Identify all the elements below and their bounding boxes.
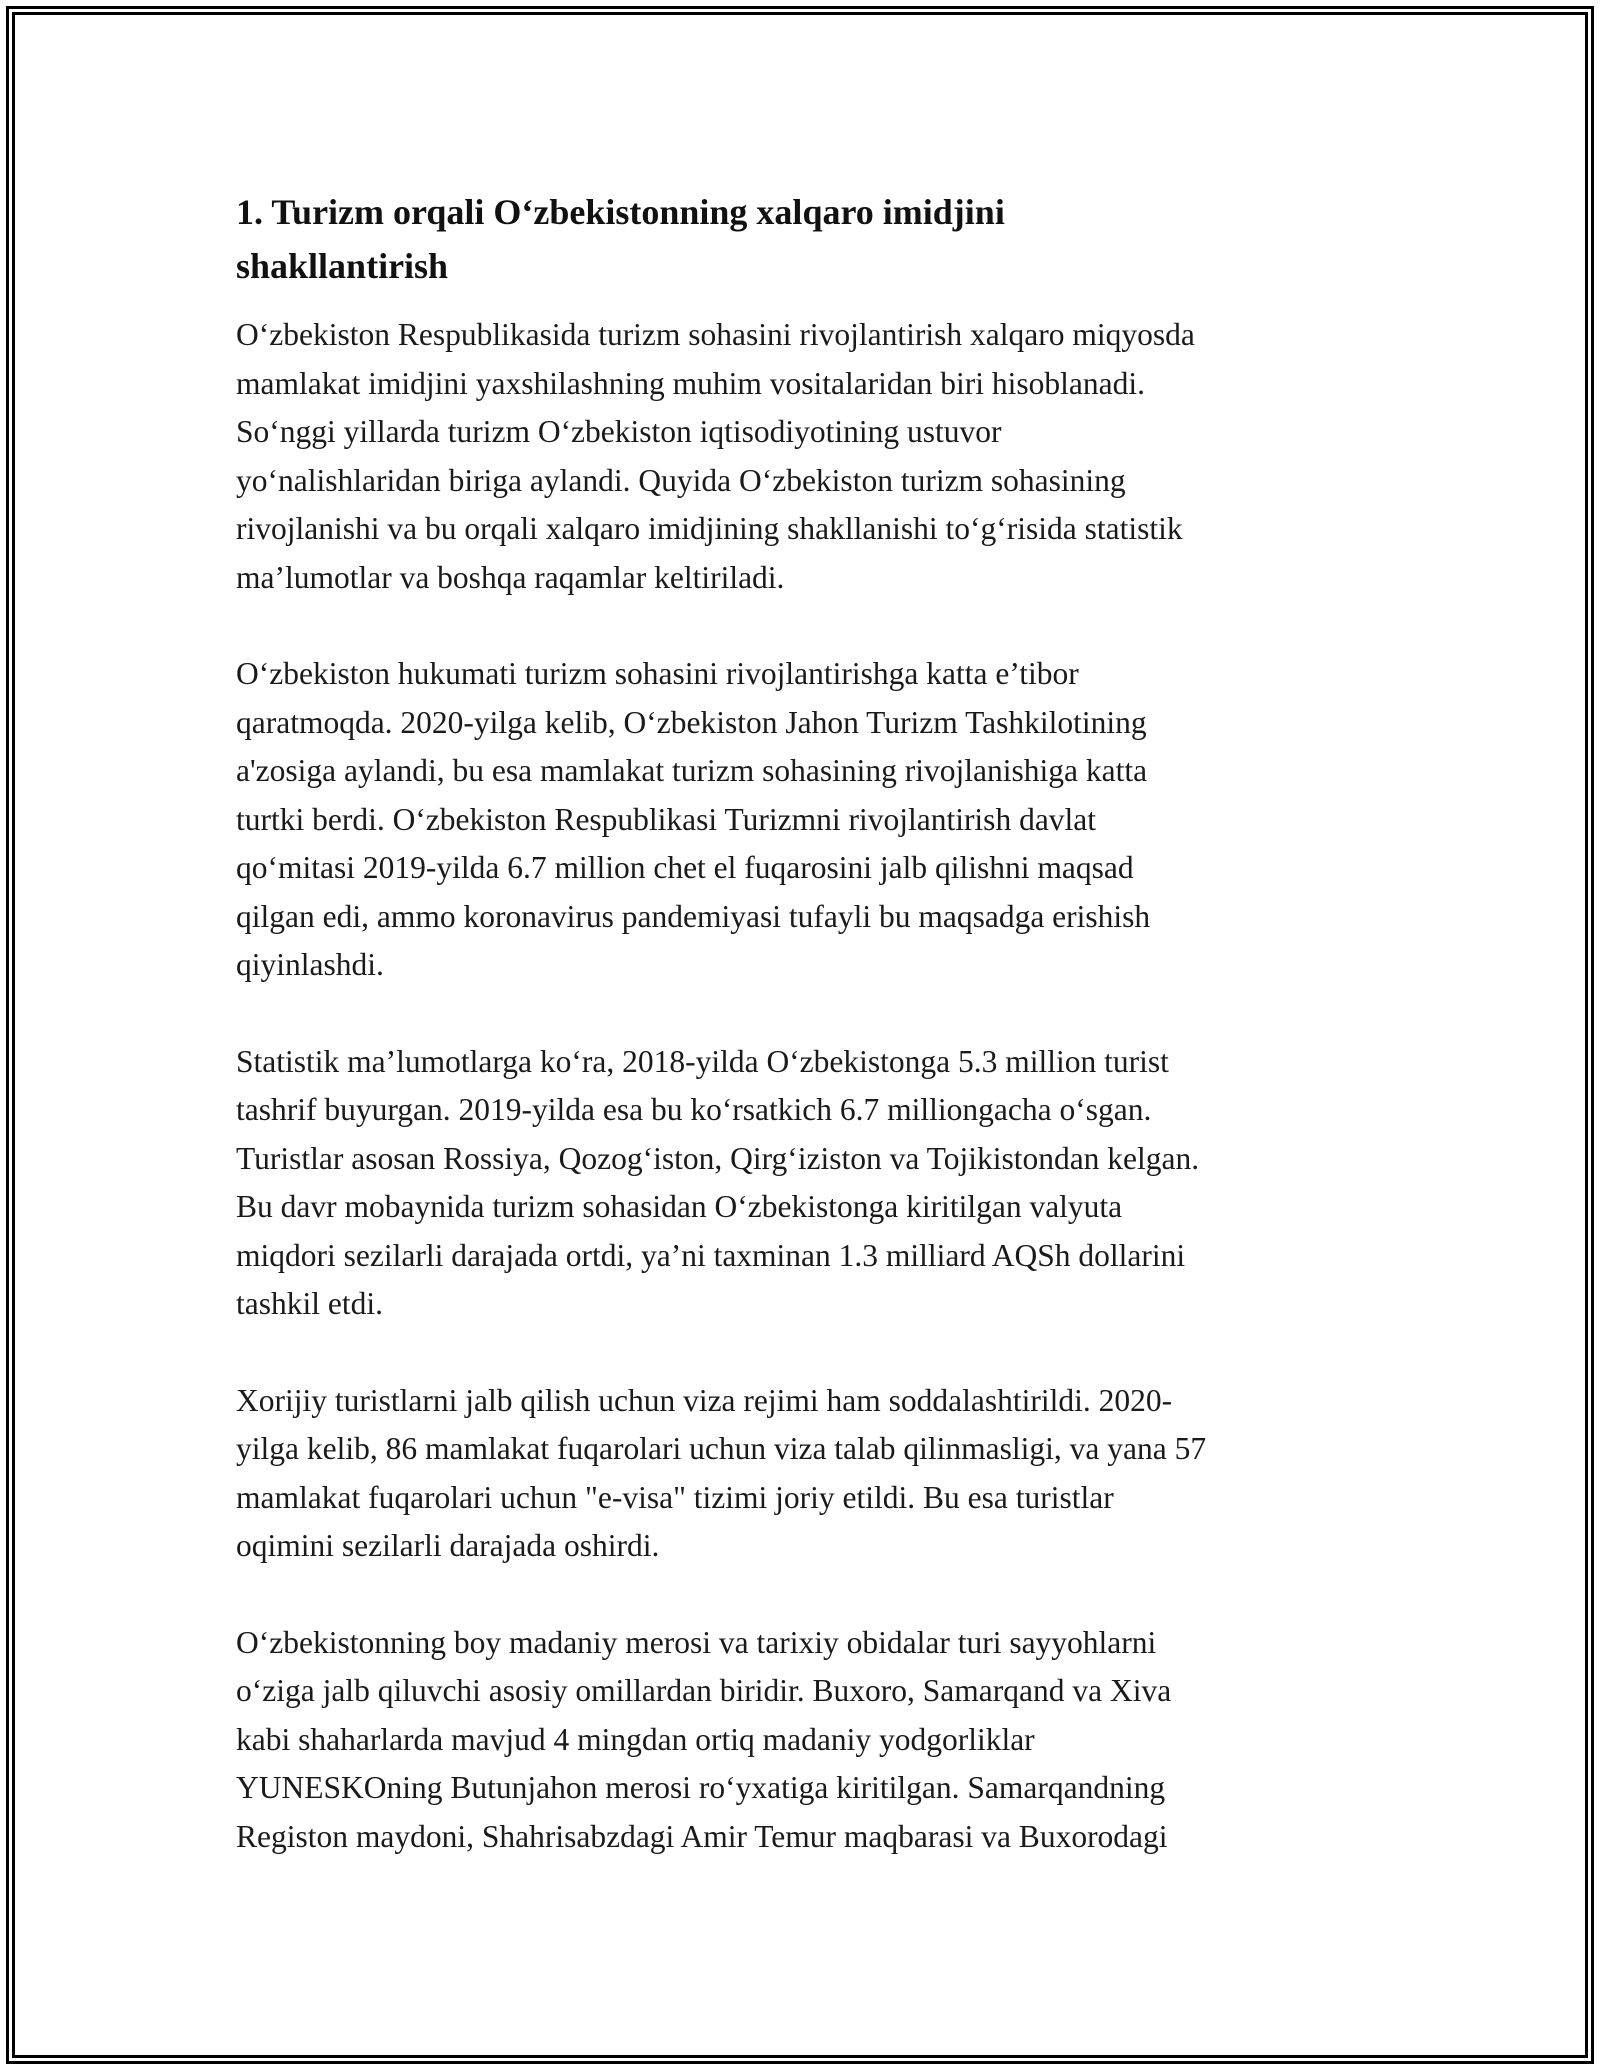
paragraph-statistics: Statistik ma’lumotlarga ko‘ra, 2018-yilda O‘zbekistonga 5.3 million turist tashrif buyurgan. 2019-yilda esa bu ko‘rsatkich 6.7 milliongacha o‘sgan. Turistlar asosan Rossiya, Qozog‘iston, Qirg‘iziston va Tojikistondan kelgan. Bu davr mobaynida turizm sohasidan O‘zbekistonga kiritilgan valyuta miqdori sezilarli darajada ortdi, ya’ni taxminan 1.3 milliard AQSh dollarini tashkil etdi. (236, 1043, 1200, 1321)
paragraph-government: O‘zbekiston hukumati turizm sohasini rivojlantirishga katta e’tibor qaratmoqda. 2020-yilga kelib, O‘zbekiston Jahon Turizm Tashkilotining a'zosiga aylandi, bu esa mamlakat turizm sohasining rivojlanishiga katta turtki berdi. O‘zbekiston Respublikasi Turizmni rivojlantirish davlat qo‘mitasi 2019-yilda 6.7 million chet el fuqarosini jalb qilishni maqsad qilgan edi, ammo koronavirus pandemiyasi tufayli bu maqsadga erishish qiyinlashdi. (236, 656, 1151, 982)
section-title: 1. Turizm orqali O‘zbekistonning xalqaro imidjini shakllantirish (236, 192, 1005, 286)
paragraph-heritage: O‘zbekistonning boy madaniy merosi va tarixiy obidalar turi sayyohlarni o‘ziga jalb qiluvchi asosiy omillardan biridir. Buxoro, Samarqand va Xiva kabi shaharlarda mavjud 4 mingdan ortiq madaniy yodgorliklar YUNESKOning Butunjahon merosi ro‘yxatiga kiritilgan. Samarqandning Registon maydoni, Shahrisabzdagi Amir Temur maqbarasi va Buxorodagi (236, 1624, 1172, 1854)
document-body (236, 185, 1366, 1861)
paragraph-intro: O‘zbekiston Respublikasida turizm sohasini rivojlantirish xalqaro miqyosda mamlakat imidjini yaxshilashning muhim vositalaridan biri hisoblanadi. So‘nggi yillarda turizm O‘zbekiston iqtisodiyotining ustuvor yo‘nalishlaridan biriga aylandi. Quyida O‘zbekiston turizm sohasining rivojlanishi va bu orqali xalqaro imidjining shakllanishi to‘g‘risida statistik ma’lumotlar va boshqa raqamlar keltiriladi. (236, 317, 1195, 595)
paragraph-visa: Xorijiy turistlarni jalb qilish uchun viza rejimi ham soddalashtirildi. 2020- yilga kelib, 86 mamlakat fuqarolari uchun viza talab qilinmasligi, va yana 57 mamlakat fuqarolari uchun "e-visa" tizimi joriy etildi. Bu esa turistlar oqimini sezilarli darajada oshirdi. (236, 1382, 1207, 1563)
